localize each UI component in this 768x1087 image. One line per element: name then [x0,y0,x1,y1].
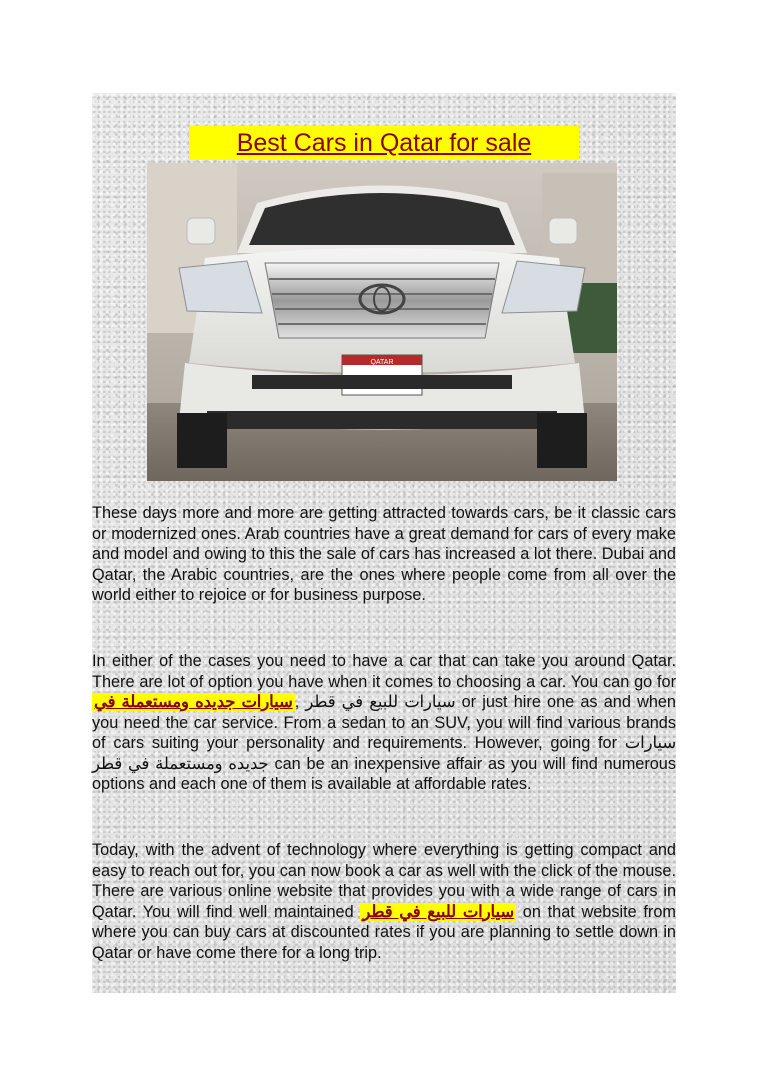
car-photo [147,163,617,481]
license-plate-text: QATAR [370,359,394,366]
p3-text-start: Today, with the advent of technology where everything is getting compact and easy to reach out for, you can now book a car as well with the click of the mouse. There are various online website that provides you with a wide range of cars in Qatar. You will find well maintained [92,841,676,921]
p2-text-end: can be an inexpensive affair as you will find numerous options and each one of them is available at affordable rates. [92,754,677,793]
car-illustration [147,163,617,481]
paragraph-online-booking [92,840,676,963]
p3-text-end: on that website from where you can buy cars at discounted rates if you are planning to settle down in Qatar or have come there for a long trip. [92,902,676,962]
p2-text-middle: or just hire one as and when you need the car service. From a sedan to an SUV, you will find various brands of cars suiting your personality and requirements. However, going for [92,693,676,752]
paragraph-intro: These days more and more are getting attracted towards cars, be it classic cars or modernized ones. Arab countries have a great demand for cars of every make and model and owing to this the sale of cars has increased a lot there. Dubai and Qatar, the Arabic countries, are the ones where people come from all over the world either to rejoice or for business purpose. [92,504,676,604]
arabic-link-new-used-cars[interactable]: سيارات جديده ومستعملة في [94,693,293,711]
arabic-link-cars-for-sale-qatar[interactable]: سيارات للبيع في قطر [362,902,515,921]
paragraph-options [92,651,676,795]
arabic-text-new-used-cars-qatar: سيارات جديده ومستعملة في قطر [92,734,676,773]
p2-separator: , [294,693,306,711]
arabic-text-cars-for-sale: سيارات للبيع في قطر [305,693,456,711]
page-title: Best Cars in Qatar for sale [189,126,579,160]
p2-text-start: In either of the cases you need to have a car that can take you around Qatar. There are lot of option you have when it comes to choosing a car. You can go for [92,652,676,691]
